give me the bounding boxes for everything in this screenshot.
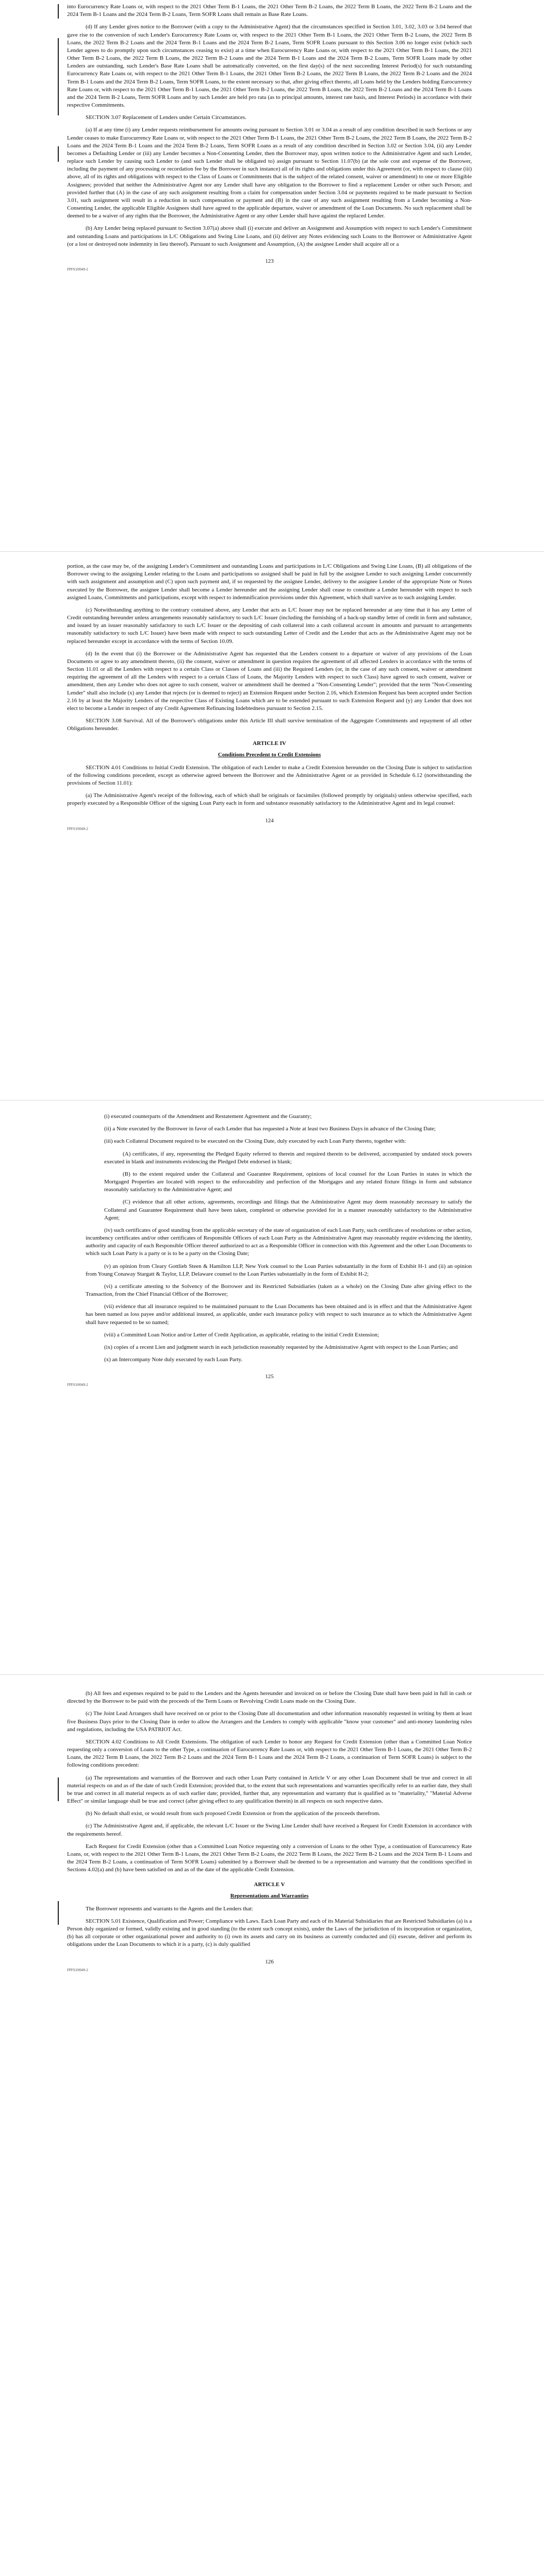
item-viii: (viii) a Committed Loan Notice and/or Letter of Credit Application, as applicable, relating to the initial Credit Extension; <box>104 1331 380 1338</box>
item-i: (i) executed counterparts of the Amendment and Restatement Agreement and the Guaranty; <box>104 1113 312 1120</box>
footer-id: FPFS3/0049-2 <box>67 267 88 272</box>
page-number: 124 <box>265 817 274 824</box>
item-v: (v) an opinion from Cleary Gottlieb Steen & Hamilton LLP, New York counsel to the Loan Parties substantially in the form of Exhibit H-1 and (ii) an opinion from Young Conaway Stargatt & Taylor, LLP, Delaware counsel to the Loan Parties substantially in the form of Exhibit H-2; <box>86 1263 472 1277</box>
article-v-subtitle: Representations and Warranties <box>230 1892 309 1899</box>
item-iv: (iv) such certificates of good standing from the applicable secretary of the state of organization of each Loan Party, such certificates of resolutions or other action, incumbency certificates and/or other certificates of Responsible Officers of each Loan Party as the Administrative Agent may reasonably require evidencing the identity, authority and capacity of each Responsible Officer thereof authorized to act as a Responsible Officer in connection with this Agreement and the other Loan Documents to which such Loan Party is a party or is to be a party on the Closing Date; <box>86 1227 472 1257</box>
section-4-02: SECTION 4.02 Conditions to All Credit Extensions. The obligation of each Lender to honor any Request for Credit Extension (other than a Committed Loan Notice requesting only a conversion of Loans to the other Type, a continuation of Eurocurrency Rate Loans or, with respect to the 2021 Other Term B-1 Loans, the 2021 Other Term B-2 Loans, the 2022 Term B Loans, the 2022 Term B-2 Loans and the 2024 Term B-1 Loans and the 2024 Term B-2 Loans, a continuation of Term SOFR Loans) is subject to the following conditions precedent: <box>67 1738 472 1769</box>
article-iv-subtitle: Conditions Precedent to Credit Extensions <box>218 751 321 758</box>
paragraph-3-07-a: (a) If at any time (i) any Lender requests reimbursement for amounts owing pursuant to Section 3.01 or 3.04 as a result of any condition described in such Sections or any Lender ceases to make Eurocurrency Rate Loans or, with respect to the 2021 Other Term B-1 Loans, the 2021 Other Term B-2 Loans, the 2022 Term B Loans, the 2022 Term B-2 Loans and the 2024 Term B-1 Loans and the 2024 Term B-2 Loans, Term SOFR Loans as a result of any condition described in Section 3.02 or Section 3.04, (ii) any Lender becomes a Defaulting Lender or (iii) any Lender becomes a Non-Consenting Lender, then the Borrower may, upon written notice to the Administrative Agent and such Lender, replace such Lender by causing such Lender to (and such Lender shall be obligated to) assign pursuant to Section 11.07(b) (at the sole cost and expense of the Borrower, including the payment of any processing or recordation fee by the Borrower in such instance) all of its rights and obligations under this Agreement (or, with respect to clause (iii) above, all of its rights and obligations with respect to the Class of Loans or Commitments that is the subject of the related consent, waiver or amendment) to one or more Eligible Assignees; provided that neither the Administrative Agent nor any Lender shall have any obligation to the Borrower to find a replacement Lender or other such Person; and provided further that (A) in the case of any such assignment resulting from a claim for compensation under Section 3.04 or payments required to be made pursuant to Section 3.01, such assignment will result in a reduction in such compensation or payment and (B) in the case of any such assignment resulting from a Lender becoming a Non-Consenting Lender, the applicable Eligible Assignees shall have agreed to the applicable departure, waiver or amendment of the Loan Documents. No such replacement shall be deemed to be a waiver of any rights that the Borrower, the Administrative Agent or any other Lender shall have against the replaced Lender. <box>67 127 472 219</box>
item-iii: (iii) each Collateral Document required to be executed on the Closing Date, duly executed by each Loan Party thereto, together with: <box>104 1138 406 1145</box>
item-iii-c: (C) evidence that all other actions, agreements, recordings and filings that the Administrative Agent may deem reasonably necessary to satisfy the Collateral and Guarantee Requirement shall have been taken, completed or otherwise provided for in a manner reasonably satisfactory to the Administrative Agent; <box>104 1199 472 1221</box>
footer-id: FPFS3/0049-2 <box>67 826 88 831</box>
paragraph: portion, as the case may be, of the assigning Lender's Commitment and outstanding Loans and participations in L/C Obligations and Swing Line Loans, (B) all obligations of the Borrower owing to the assigning Lender relating to the Loans and participations so assigned shall be paid in full by the assignee Lender to such assigning Lender concurrently with such assignment and assumption and (C) upon such payment and, if so requested by the assignee Lender, delivery to the assignee Lender of the appropriate Note or Notes executed by the Borrower, the assignee Lender shall become a Lender hereunder and the assigning Lender shall cease to constitute a Lender hereunder with respect to such assigned Loans, Commitments and participations, except with respect to indemnification provisions under this Agreement, which shall survive as to such assigning Lender. <box>67 563 472 601</box>
item-vii: (vii) evidence that all insurance required to be maintained pursuant to the Loan Documents has been obtained and is in effect and that the Administrative Agent has been named as loss payee and/or additional insured, as applicable, under each insurance policy with respect to such insurance as to which the Administrative Agent shall have requested to be so named; <box>86 1303 472 1326</box>
paragraph-4-02-c: (c) The Administrative Agent and, if applicable, the relevant L/C Issuer or the Swing Line Lender shall have received a Request for Credit Extension in accordance with the requirements hereof. <box>67 1823 472 1837</box>
page-124 <box>0 563 544 832</box>
section-4-01: SECTION 4.01 Conditions to Initial Credit Extension. The obligation of each Lender to make a Credit Extension hereunder on the Closing Date is subject to satisfaction of the following conditions precedent, except as otherwise agreed between the Borrower and the Administrative Agent or as provided in Schedule 6.12 (notwithstanding the provisions of Section 11.01): <box>67 764 472 787</box>
paragraph-4-02-a: (a) The representations and warranties of the Borrower and each other Loan Party contained in Article V or any other Loan Document shall be true and correct in all material respects on and as of the date of such Credit Extension; provided that, to the extent that such representations and warranties specifically refer to an earlier date, they shall be true and correct in all material respects as of such earlier date; provided, further that, any representation and warranty that is qualified as to "materiality," "Material Adverse Effect" or similar language shall be true and correct (after giving effect to any qualification therein) in all respects on such respective dates. <box>67 1774 472 1805</box>
item-ix: (ix) copies of a recent Lien and judgment search in each jurisdiction reasonably requested by the Administrative Agent with respect to the Loan Parties; and <box>104 1344 458 1350</box>
page-126 <box>0 1690 544 1973</box>
page-separator <box>0 1674 544 1675</box>
paragraph-4-01-a: (a) The Administrative Agent's receipt of the following, each of which shall be originals or facsimiles (followed promptly by originals) unless otherwise specified, each properly executed by a Responsible Officer of the signing Loan Party each in form and substance reasonably satisfactory to the Administrative Agent and its legal counsel: <box>67 792 472 807</box>
page-number: 125 <box>265 1374 274 1380</box>
footer-id: FPFS3/0049-2 <box>67 1968 88 1972</box>
item-iii-a: (A) certificates, if any, representing the Pledged Equity referred to therein and required therein to be delivered, accompanied by undated stock powers executed in blank and instruments evidencing the Pledged Debt endorsed in blank; <box>104 1150 472 1165</box>
paragraph-intro: The Borrower represents and warrants to the Agents and the Lenders that: <box>86 1905 253 1912</box>
article-v-title: ARTICLE V <box>254 1882 285 1888</box>
item-vi: (vi) a certificate attesting to the Solvency of the Borrower and its Restricted Subsidiaries (taken as a whole) on the Closing Date after giving effect to the Transaction, from the Chief Financial Officer of the Borrower; <box>86 1283 472 1298</box>
paragraph-4-02-b: (b) No default shall exist, or would result from such proposed Credit Extension or from the application of the proceeds therefrom. <box>86 1810 381 1817</box>
paragraph-3-07-c: (c) Notwithstanding anything to the contrary contained above, any Lender that acts as L/C Issuer may not be replaced hereunder at any time that it has any Letter of Credit outstanding hereunder unless arrangements reasonably satisfactory to such L/C Issuer (including the furnishing of a back-up standby letter of credit in form and substance, and issued by an issuer reasonably satisfactory to such L/C Issuer or the depositing of cash collateral into a cash collateral account in amounts and pursuant to arrangements reasonably satisfactory to such L/C Issuer) have been made with respect to such outstanding Letter of Credit and the Lender that acts as the Administrative Agent may not be replaced hereunder except in accordance with the terms of Section 10.09. <box>67 606 472 645</box>
footer-id: FPFS3/0049-2 <box>67 1383 88 1387</box>
page-number: 126 <box>265 1958 274 1965</box>
page-separator <box>0 551 544 552</box>
item-iii-b: (B) to the extent required under the Collateral and Guarantee Requirement, opinions of local counsel for the Loan Parties in states in which the Mortgaged Properties are located with respect to the enforceability and perfection of the Mortgages and any related fixture filings in form and substance reasonably satisfactory to the Administrative Agent; and <box>104 1171 472 1193</box>
paragraph-3-07-b: (b) Any Lender being replaced pursuant to Section 3.07(a) above shall (i) execute and deliver an Assignment and Assumption with respect to such Lender's Commitment and outstanding Loans and participations in L/C Obligations and Swing Line Loans, and (ii) deliver any Notes evidencing such Loans to the Borrower or Administrative Agent (or a lost or destroyed note indemnity in lieu thereof). Pursuant to such Assignment and Assumption, (A) the assignee Lender shall acquire all or a <box>67 225 472 247</box>
item-ii: (ii) a Note executed by the Borrower in favor of each Lender that has requested a Note at least two Business Days in advance of the Closing Date; <box>104 1126 436 1132</box>
section-3-07-heading: SECTION 3.07 Replacement of Lenders under Certain Circumstances. <box>86 114 246 121</box>
paragraph-3-06-d: (d) If any Lender gives notice to the Borrower (with a copy to the Administrative Agent) that the circumstances specified in Section 3.01, 3.02, 3.03 or 3.04 hereof that gave rise to the conversion of such Lender's Eurocurrency Rate Loans or, with respect to the 2021 Other Term B-1 Loans, the 2021 Other Term B-2 Loans, the 2022 Term B Loans, the 2022 Term B-2 Loans and the 2024 Term B-1 Loans and the 2024 Term B-2 Loans, Term SOFR Loans pursuant to this Section 3.06 no longer exist (which such Lender agrees to do promptly upon such circumstances ceasing to exist) at a time when Eurocurrency Rate Loans or, with respect to the 2021 Other Term B-1 Loans, the 2021 Other Term B-2 Loans, the 2022 Term B Loans, the 2022 Term B-2 Loans and the 2024 Term B-1 Loans and the 2024 Term B-2 Loans, Term SOFR Loans made by other Lenders are outstanding, such Lender's Base Rate Loans shall be automatically converted, on the first day(s) of the next succeeding Interest Period(s) for such outstanding Eurocurrency Rate Loans or, with respect to the 2021 Other Term B-1 Loans, the 2021 Other Term B-2 Loans, the 2022 Term B Loans, the 2022 Term B-2 Loans and the 2024 Term B-1 Loans and the 2024 Term B-2 Loans, Term SOFR Loans, to the extent necessary so that, after giving effect thereto, all Loans held by the Lenders holding Eurocurrency Rate Loans or, with respect to the 2021 Other Term B-1 Loans, the 2021 Other Term B-2 Loans, the 2022 Term B Loans, the 2022 Term B-2 Loans and the 2024 Term B-1 Loans and the 2024 Term B-2 Loans, Term SOFR Loans and by such Lender are held pro rata (as to principal amounts, interest rate basis, and Interest Periods) in accordance with their respective Commitments. <box>67 24 472 109</box>
article-iv-title: ARTICLE IV <box>253 740 286 747</box>
paragraph: into Eurocurrency Rate Loans or, with respect to the 2021 Other Term B-1 Loans, the 2021 Other Term B-2 Loans, the 2022 Term B Loans, the 2022 Term B-2 Loans and the 2024 Term B-1 Loans and the 2024 Term B-2 Loans, Term SOFR Loans shall remain as Base Rate Loans. <box>67 4 472 18</box>
page-125 <box>0 1113 544 1388</box>
item-x: (x) an Intercompany Note duly executed by each Loan Party. <box>104 1357 243 1363</box>
paragraph-4-01-b: (b) All fees and expenses required to be paid to the Lenders and the Agents hereunder and invoiced on or before the Closing Date shall have been paid in full in cash or directed by the Borrower to be paid with the proceeds of the Term Loans or Revolving Credit Loans made on the Closing Date. <box>67 1690 472 1705</box>
section-5-01: SECTION 5.01 Existence, Qualification and Power; Compliance with Laws. Each Loan Party and each of its Material Subsidiaries that are Restricted Subsidiaries (a) is a Person duly organized or formed, validly existing and in good standing (to the extent such concept exists), under the Laws of the jurisdiction of its incorporation or organization, (b) has all corporate or other organizational power and authority to (i) own its assets and carry on its business as currently conducted and (ii) execute, deliver and perform its obligations under the Loan Documents to which it is a party, (c) is duly qualified <box>67 1918 472 1948</box>
page-123 <box>0 3 544 273</box>
paragraph-4-01-c: (c) The Joint Lead Arrangers shall have received on or prior to the Closing Date all documentation and other information reasonably requested in writing by them at least five Business Days prior to the Closing Date in order to allow the Arrangers and the Lenders to comply with applicable "know your customer" and anti-money laundering rules and regulations, including the USA PATRIOT Act. <box>67 1710 472 1733</box>
paragraph-each-request: Each Request for Credit Extension (other than a Committed Loan Notice requesting only a conversion of Loans to the other Type, a continuation of Eurocurrency Rate Loans, or, with respect to the 2021 Other Term B-1 Loans, the 2021 Other Term B-2 Loans, the 2022 Term B Loans, the 2022 Term B-2 Loans and the 2024 Term B-1 Loans and the 2024 Term B-2 Loans, a continuation of Term SOFR Loans) submitted by a Borrower shall be deemed to be a representation and warranty that the conditions specified in Sections 4.02(a) and (b) have been satisfied on and as of the date of the applicable Credit Extension. <box>67 1843 472 1873</box>
section-3-08: SECTION 3.08 Survival. All of the Borrower's obligations under this Article III shall survive termination of the Aggregate Commitments and repayment of all other Obligations hereunder. <box>67 718 472 732</box>
paragraph-3-07-d: (d) In the event that (i) the Borrower or the Administrative Agent has requested that the Lenders consent to a departure or waiver of any provisions of the Loan Documents or agree to any amendment thereto, (ii) the consent, waiver or amendment in question requires the agreement of all affected Lenders in accordance with the terms of Section 11.01 or all the Lenders with respect to a certain Class or Classes of Loans and (iii) the Required Lenders (or, in the case of any such consent, waiver or amendment requiring the agreement of all the Lenders with respect to a certain Class of Loans, the Majority Lenders with respect to such Class) have agreed to such consent, waiver or amendment, then any Lender who does not agree to such consent, waiver or amendment shall be deemed a "Non-Consenting Lender"; provided that the term "Non-Consenting Lender" shall also include (x) any Lender that rejects (or is deemed to reject) an Extension Request under Section 2.16, which Extension Request has been accepted under Section 2.16 by at least the Majority Lenders of the respective Class of Existing Loans which are to be extended pursuant to such Extension Request and (y) any Lender that does not elect to become a Lender in respect of any Credit Agreement Refinancing Indebtedness pursuant to Section 2.15. <box>67 650 472 711</box>
page-number: 123 <box>265 258 274 264</box>
